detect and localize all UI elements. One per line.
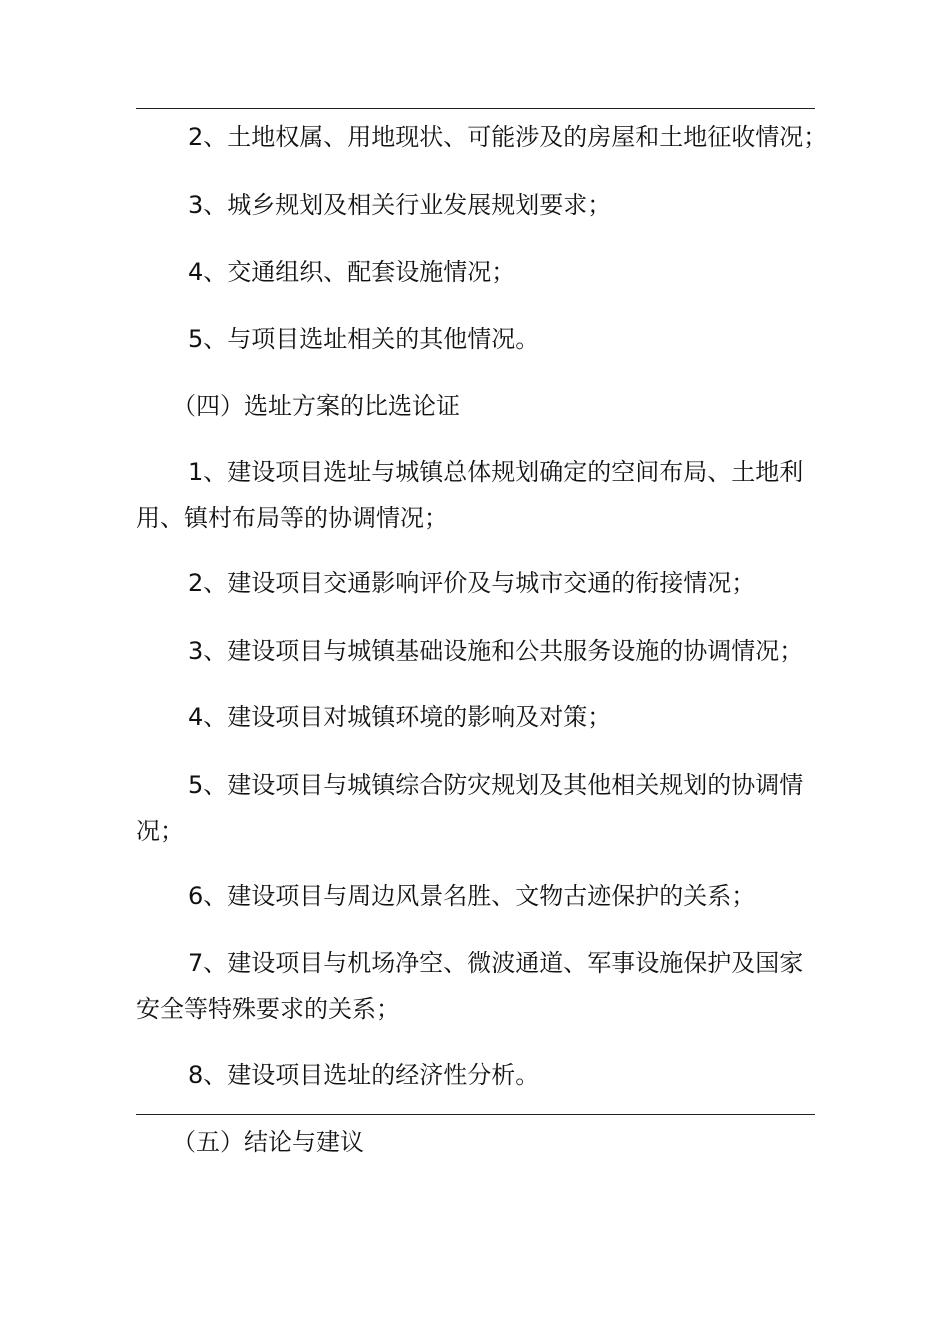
text-line: 2、土地权属、用地现状、可能涉及的房屋和土地征收情况； (188, 123, 828, 151)
text-line: 2、建设项目交通影响评价及与城市交通的衔接情况； (188, 569, 756, 597)
text-line: 6、建设项目与周边风景名胜、文物古迹保护的关系； (188, 882, 756, 910)
section-heading-5 (136, 1119, 816, 1165)
paragraph-item-2-land (136, 114, 828, 160)
paragraph-comparison-8 (136, 1052, 816, 1098)
paragraph-comparison-1 (136, 449, 816, 541)
paragraph-item-5-other (136, 316, 816, 362)
text-line: 5、建设项目与城镇综合防灾规划及其他相关规划的协调情 (188, 771, 804, 799)
text-line: 安全等特殊要求的关系； (136, 995, 400, 1023)
heading-text: （五）结论与建议 (172, 1128, 364, 1156)
heading-text: （四）选址方案的比选论证 (172, 392, 460, 420)
paragraph-comparison-6 (136, 873, 816, 919)
paragraph-comparison-3 (136, 628, 816, 674)
text-line: 4、建设项目对城镇环境的影响及对策； (188, 703, 612, 731)
text-line: 3、建设项目与城镇基础设施和公共服务设施的协调情况； (188, 637, 804, 665)
bottom-divider (136, 1114, 815, 1115)
text-line: 用、镇村布局等的协调情况； (136, 504, 448, 532)
top-divider (136, 108, 815, 109)
paragraph-item-4-traffic (136, 249, 816, 295)
paragraph-comparison-4 (136, 694, 816, 740)
text-line: 4、交通组织、配套设施情况； (188, 258, 516, 286)
text-line: 5、与项目选址相关的其他情况。 (188, 325, 540, 353)
paragraph-comparison-5 (136, 762, 816, 854)
text-line: 7、建设项目与机场净空、微波通道、军事设施保护及国家 (188, 949, 804, 977)
paragraph-comparison-7 (136, 940, 816, 1032)
section-heading-4 (136, 383, 816, 429)
text-line: 3、城乡规划及相关行业发展规划要求； (188, 191, 612, 219)
text-line: 况； (136, 817, 184, 845)
text-line: 8、建设项目选址的经济性分析。 (188, 1061, 540, 1089)
paragraph-item-3-planning (136, 182, 816, 228)
text-line: 1、建设项目选址与城镇总体规划确定的空间布局、土地利 (188, 458, 804, 486)
paragraph-comparison-2 (136, 560, 816, 606)
